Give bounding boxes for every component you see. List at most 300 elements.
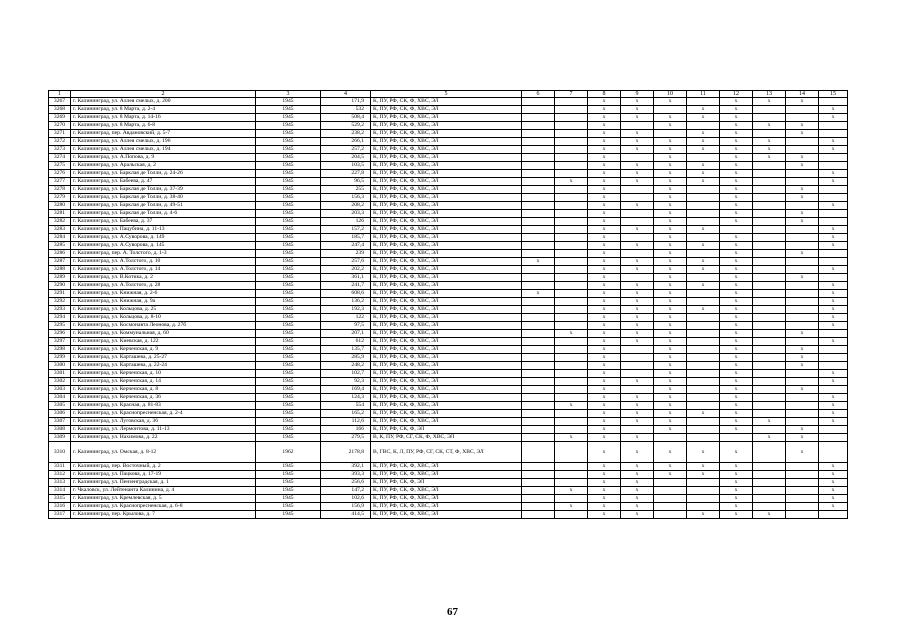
year-cell: 1945 [256, 322, 321, 330]
mark-cell: х [588, 154, 621, 162]
mark-cell: х [654, 162, 687, 170]
table-row [49, 258, 848, 266]
mark-cell [687, 154, 720, 162]
address-cell: г. Калининград, ул. А.Толстого, д. 14 [71, 266, 256, 274]
mark-cell [522, 122, 555, 130]
address-cell: г. Калининград, ул. Киевская, д. 122 [71, 338, 256, 346]
mark-cell: х [654, 442, 687, 463]
area-cell: 256,6 [321, 479, 371, 487]
mark-cell: х [819, 234, 848, 242]
row-number-cell: 3275 [49, 162, 71, 170]
mark-cell [621, 370, 654, 378]
mark-cell [522, 130, 555, 138]
mark-cell [522, 330, 555, 338]
address-cell: г. Калининград, ул. 8 Марта, д. 6-8 [71, 122, 256, 130]
area-cell: 97,5 [321, 322, 371, 330]
mark-cell: х [621, 330, 654, 338]
year-cell: 1945 [256, 194, 321, 202]
mark-cell: х [588, 306, 621, 314]
mark-cell: х [753, 146, 786, 154]
column-number-header: 15 [819, 91, 848, 98]
mark-cell: х [720, 402, 753, 410]
mark-cell [522, 386, 555, 394]
address-cell: г. Калининград, ул. Пензенградская, д. 1 [71, 479, 256, 487]
mark-cell: х [687, 306, 720, 314]
mark-cell [522, 306, 555, 314]
mark-cell [753, 322, 786, 330]
systems-cell: К, ПУ, РФ, СК, Ф, ХВС, ЭЛ [371, 202, 522, 210]
mark-cell: х [654, 378, 687, 386]
mark-cell: х [720, 362, 753, 370]
mark-cell: х [588, 434, 621, 442]
mark-cell: х [819, 402, 848, 410]
mark-cell: х [753, 122, 786, 130]
year-cell: 1945 [256, 162, 321, 170]
mark-cell: х [687, 282, 720, 290]
year-cell: 1945 [256, 250, 321, 258]
address-cell: г. Калининград, ул. Керченская, д. 8 [71, 386, 256, 394]
area-cell: 147,2 [321, 487, 371, 495]
area-cell: 136,2 [321, 298, 371, 306]
mark-cell [555, 479, 588, 487]
mark-cell [555, 170, 588, 178]
mark-cell [555, 186, 588, 194]
row-number-cell: 3301 [49, 370, 71, 378]
mark-cell [555, 418, 588, 426]
mark-cell [753, 378, 786, 386]
mark-cell: х [588, 186, 621, 194]
row-number-cell: 3302 [49, 378, 71, 386]
mark-cell: х [687, 130, 720, 138]
area-cell: 257,2 [321, 146, 371, 154]
address-cell: г. Калининград, ул. Барклая де Толли, д. 37-39 [71, 186, 256, 194]
mark-cell: х [819, 146, 848, 154]
mark-cell: х [588, 130, 621, 138]
mark-cell: х [786, 386, 819, 394]
mark-cell: х [654, 418, 687, 426]
mark-cell [687, 354, 720, 362]
mark-cell: х [654, 386, 687, 394]
mark-cell: х [588, 274, 621, 282]
address-cell: г. Калининград, ул. Космонавта Леонова, д. 27б [71, 322, 256, 330]
mark-cell: х [588, 418, 621, 426]
mark-cell [753, 194, 786, 202]
mark-cell: х [621, 418, 654, 426]
table-row [49, 471, 848, 479]
mark-cell [720, 226, 753, 234]
mark-cell [786, 378, 819, 386]
mark-cell [786, 242, 819, 250]
area-cell: 156,3 [321, 194, 371, 202]
area-cell: 157,2 [321, 226, 371, 234]
mark-cell: х [720, 306, 753, 314]
mark-cell [555, 426, 588, 434]
mark-cell [654, 503, 687, 511]
mark-cell [687, 98, 720, 106]
mark-cell [621, 122, 654, 130]
mark-cell [786, 503, 819, 511]
mark-cell: х [720, 218, 753, 226]
mark-cell [687, 322, 720, 330]
mark-cell [621, 354, 654, 362]
mark-cell [555, 495, 588, 503]
mark-cell: х [588, 146, 621, 154]
mark-cell [786, 106, 819, 114]
mark-cell [654, 434, 687, 442]
area-cell: 529,2 [321, 122, 371, 130]
table-row [49, 511, 848, 519]
area-cell: 122 [321, 314, 371, 322]
year-cell: 1945 [256, 98, 321, 106]
mark-cell: х [687, 242, 720, 250]
mark-cell [555, 354, 588, 362]
mark-cell [522, 162, 555, 170]
row-number-cell: 3282 [49, 218, 71, 226]
mark-cell [687, 370, 720, 378]
mark-cell [753, 354, 786, 362]
mark-cell: х [621, 495, 654, 503]
mark-cell [786, 487, 819, 495]
mark-cell: х [687, 138, 720, 146]
area-cell: 238,2 [321, 130, 371, 138]
systems-cell: К, ПУ, РФ, СК, Ф, ХВС, ЭЛ [371, 330, 522, 338]
mark-cell [522, 314, 555, 322]
address-cell: г. Калининград, ул. Омская, д. 8-12 [71, 442, 256, 463]
mark-cell: х [588, 442, 621, 463]
mark-cell: х [753, 154, 786, 162]
mark-cell [522, 442, 555, 463]
mark-cell: х [621, 98, 654, 106]
mark-cell [555, 218, 588, 226]
mark-cell [786, 138, 819, 146]
mark-cell: х [819, 418, 848, 426]
mark-cell: х [786, 194, 819, 202]
year-cell: 1945 [256, 495, 321, 503]
mark-cell: х [720, 322, 753, 330]
area-cell: 279,5 [321, 434, 371, 442]
systems-cell: К, ПУ, РФ, СК, Ф, ХВС, ЭЛ [371, 418, 522, 426]
mark-cell: х [786, 98, 819, 106]
mark-cell: х [621, 298, 654, 306]
column-number-header: 14 [786, 91, 819, 98]
area-cell: 508,4 [321, 114, 371, 122]
mark-cell: х [687, 463, 720, 471]
mark-cell: х [687, 170, 720, 178]
table-row [49, 162, 848, 170]
address-cell: г. Калининград, ул. Барклая де Толли, д. 24-26 [71, 170, 256, 178]
mark-cell [522, 154, 555, 162]
mark-cell [687, 503, 720, 511]
mark-cell: х [621, 266, 654, 274]
column-number-header: 2 [71, 91, 256, 98]
mark-cell: х [621, 202, 654, 210]
area-cell: 171,9 [321, 98, 371, 106]
mark-cell: х [588, 314, 621, 322]
mark-cell [522, 218, 555, 226]
row-number-cell: 3291 [49, 290, 71, 298]
table-row [49, 114, 848, 122]
mark-cell [621, 250, 654, 258]
mark-cell: х [654, 394, 687, 402]
systems-cell: К, ПУ, РФ, СК, Ф, ХВС, ЭЛ [371, 122, 522, 130]
mark-cell [786, 479, 819, 487]
year-cell: 1945 [256, 114, 321, 122]
mark-cell [555, 242, 588, 250]
row-number-cell: 3305 [49, 402, 71, 410]
mark-cell: х [720, 130, 753, 138]
mark-cell: х [654, 463, 687, 471]
mark-cell [753, 370, 786, 378]
mark-cell [555, 234, 588, 242]
year-cell: 1945 [256, 178, 321, 186]
mark-cell: х [720, 370, 753, 378]
area-cell: 247,4 [321, 242, 371, 250]
mark-cell: х [720, 138, 753, 146]
mark-cell: х [786, 218, 819, 226]
mark-cell: х [654, 426, 687, 434]
mark-cell [819, 346, 848, 354]
mark-cell [522, 202, 555, 210]
column-number-header: 5 [371, 91, 522, 98]
systems-cell: К, ПУ, РФ, СК, Ф, ХВС, ЭЛ [371, 495, 522, 503]
mark-cell: х [687, 442, 720, 463]
systems-cell: К, ПУ, РФ, СК, Ф, ЭЛ [371, 479, 522, 487]
mark-cell [654, 130, 687, 138]
mark-cell: х [720, 106, 753, 114]
mark-cell [819, 386, 848, 394]
address-cell: г. Калининград, ул. Пацкова, д. 17-19 [71, 471, 256, 479]
year-cell: 1945 [256, 258, 321, 266]
mark-cell: х [654, 362, 687, 370]
table-row [49, 186, 848, 194]
year-cell: 1945 [256, 314, 321, 322]
mark-cell [753, 202, 786, 210]
mark-cell: х [819, 298, 848, 306]
mark-cell [687, 330, 720, 338]
mark-cell: х [588, 242, 621, 250]
mark-cell [753, 306, 786, 314]
mark-cell: х [588, 495, 621, 503]
mark-cell [687, 362, 720, 370]
mark-cell: х [588, 410, 621, 418]
mark-cell [555, 266, 588, 274]
table-row [49, 434, 848, 442]
table-row [49, 346, 848, 354]
mark-cell: х [786, 154, 819, 162]
address-cell: г. Калининград, ул. А.Толстого, д. 10 [71, 258, 256, 266]
mark-cell: х [654, 274, 687, 282]
mark-cell [522, 471, 555, 479]
address-cell: г. Калининград, ул. Барклая де Толли, д. 38-40 [71, 194, 256, 202]
mark-cell [522, 479, 555, 487]
mark-cell: х [819, 463, 848, 471]
mark-cell [555, 202, 588, 210]
mark-cell: х [819, 410, 848, 418]
mark-cell [522, 170, 555, 178]
systems-cell: К, ПУ, РФ, СК, Ф, ХВС, ЭЛ [371, 210, 522, 218]
row-number-cell: 3298 [49, 346, 71, 354]
mark-cell [687, 378, 720, 386]
table-row [49, 370, 848, 378]
year-cell: 1945 [256, 282, 321, 290]
systems-cell: К, ПУ, РФ, СК, Ф, ХВС, ЭЛ [371, 487, 522, 495]
address-cell: г. Калининград, ул. А.Попова, д. 9 [71, 154, 256, 162]
mark-cell: х [720, 487, 753, 495]
mark-cell [687, 402, 720, 410]
area-cell: 204,5 [321, 154, 371, 162]
area-cell: 112,6 [321, 418, 371, 426]
address-cell: г. Калининград, ул. А.Суворова, д. 149 [71, 234, 256, 242]
mark-cell: х [786, 354, 819, 362]
table-row [49, 130, 848, 138]
systems-cell: К, ПУ, РФ, СК, Ф, ХВС, ЭЛ [371, 98, 522, 106]
area-cell: 255 [321, 186, 371, 194]
mark-cell [522, 138, 555, 146]
mark-cell: х [588, 106, 621, 114]
mark-cell: х [819, 370, 848, 378]
mark-cell: х [720, 426, 753, 434]
mark-cell: х [588, 330, 621, 338]
mark-cell [753, 290, 786, 298]
area-cell: 135,7 [321, 346, 371, 354]
row-number-cell: 3288 [49, 266, 71, 274]
mark-cell [753, 442, 786, 463]
mark-cell: х [621, 378, 654, 386]
mark-cell [819, 442, 848, 463]
systems-cell: К, ПУ, РФ, СК, Ф, ХВС, ЭЛ [371, 354, 522, 362]
mark-cell: х [720, 410, 753, 418]
mark-cell [522, 503, 555, 511]
table-row [49, 487, 848, 495]
mark-cell [819, 330, 848, 338]
systems-cell: К, ПУ, РФ, СК, Ф, ХВС, ЭЛ [371, 511, 522, 519]
year-cell: 1945 [256, 226, 321, 234]
mark-cell [654, 106, 687, 114]
mark-cell [522, 410, 555, 418]
systems-cell: К, ПУ, РФ, СК, Ф, ХВС, ЭЛ [371, 471, 522, 479]
row-number-cell: 3292 [49, 298, 71, 306]
mark-cell: х [786, 186, 819, 194]
row-number-cell: 3287 [49, 258, 71, 266]
year-cell: 1945 [256, 218, 321, 226]
year-cell: 1945 [256, 170, 321, 178]
table-row [49, 178, 848, 186]
mark-cell [555, 386, 588, 394]
mark-cell [786, 170, 819, 178]
mark-cell [522, 370, 555, 378]
year-cell: 1945 [256, 503, 321, 511]
column-number-header: 3 [256, 91, 321, 98]
mark-cell: х [654, 226, 687, 234]
area-cell: 532 [321, 106, 371, 114]
mark-cell [819, 154, 848, 162]
mark-cell: х [720, 274, 753, 282]
row-number-cell: 3315 [49, 495, 71, 503]
mark-cell [786, 322, 819, 330]
mark-cell [522, 186, 555, 194]
mark-cell [753, 234, 786, 242]
mark-cell: х [786, 250, 819, 258]
systems-cell: К, ПУ, РФ, СК, Ф, ХВС, ЭЛ [371, 322, 522, 330]
mark-cell: х [621, 290, 654, 298]
year-cell: 1945 [256, 346, 321, 354]
table-row [49, 418, 848, 426]
mark-cell [555, 130, 588, 138]
year-cell: 1945 [256, 146, 321, 154]
year-cell: 1945 [256, 274, 321, 282]
mark-cell: х [621, 471, 654, 479]
table-row [49, 479, 848, 487]
mark-cell [753, 226, 786, 234]
mark-cell [621, 210, 654, 218]
register-table-body [49, 98, 848, 519]
mark-cell [687, 250, 720, 258]
mark-cell [819, 362, 848, 370]
area-cell: 361,1 [321, 274, 371, 282]
mark-cell: х [819, 138, 848, 146]
mark-cell: х [819, 338, 848, 346]
mark-cell [687, 426, 720, 434]
row-number-cell: 3303 [49, 386, 71, 394]
mark-cell: х [819, 314, 848, 322]
mark-cell: х [720, 186, 753, 194]
mark-cell [555, 370, 588, 378]
mark-cell [753, 130, 786, 138]
mark-cell [753, 426, 786, 434]
mark-cell [555, 210, 588, 218]
mark-cell: х [720, 503, 753, 511]
mark-cell [555, 194, 588, 202]
address-cell: г. Калининград, ул. Керченская, д. 14 [71, 378, 256, 386]
address-cell: г. Калининград, ул. Аральская, д. 2 [71, 162, 256, 170]
address-cell: г. Калининград, ул. Барклая де Толли, д. 4-6 [71, 210, 256, 218]
mark-cell [786, 495, 819, 503]
area-cell: 103,5 [321, 162, 371, 170]
address-cell: г. Чкаловск, ул. Лейтенанта Калинина, д. 4 [71, 487, 256, 495]
year-cell: 1945 [256, 394, 321, 402]
row-number-cell: 3284 [49, 234, 71, 242]
mark-cell [786, 471, 819, 479]
mark-cell: х [588, 298, 621, 306]
mark-cell: х [786, 434, 819, 442]
table-row [49, 226, 848, 234]
area-cell: 257,6 [321, 258, 371, 266]
year-cell: 1945 [256, 210, 321, 218]
mark-cell [786, 290, 819, 298]
area-cell: 393,3 [321, 471, 371, 479]
table-row [49, 306, 848, 314]
address-cell: г. Калининград, ул. Нахимова, д. 22 [71, 434, 256, 442]
area-cell: 124,3 [321, 394, 371, 402]
systems-cell: К, ПУ, РФ, СК, Ф, ХВС, ЭЛ [371, 402, 522, 410]
mark-cell: х [720, 290, 753, 298]
address-cell: г. Калининград, пер. Крылова, д. 7 [71, 511, 256, 519]
mark-cell: х [687, 266, 720, 274]
systems-cell: К, ПУ, РФ, СК, Ф, ХВС, ЭЛ [371, 463, 522, 471]
mark-cell: х [786, 346, 819, 354]
mark-cell: х [654, 306, 687, 314]
systems-cell: К, ПУ, РФ, СК, Ф, ХВС, ЭЛ [371, 226, 522, 234]
mark-cell [555, 122, 588, 130]
address-cell: г. Калининград, ул. 8 Марта, д. 2-4 [71, 106, 256, 114]
mark-cell: х [786, 162, 819, 170]
row-number-cell: 3289 [49, 274, 71, 282]
mark-cell: х [588, 479, 621, 487]
row-number-cell: 3279 [49, 194, 71, 202]
area-cell: 392,1 [321, 463, 371, 471]
mark-cell: х [720, 266, 753, 274]
address-cell: г. Калининград, ул. Аллея смелых, д. 194 [71, 146, 256, 154]
